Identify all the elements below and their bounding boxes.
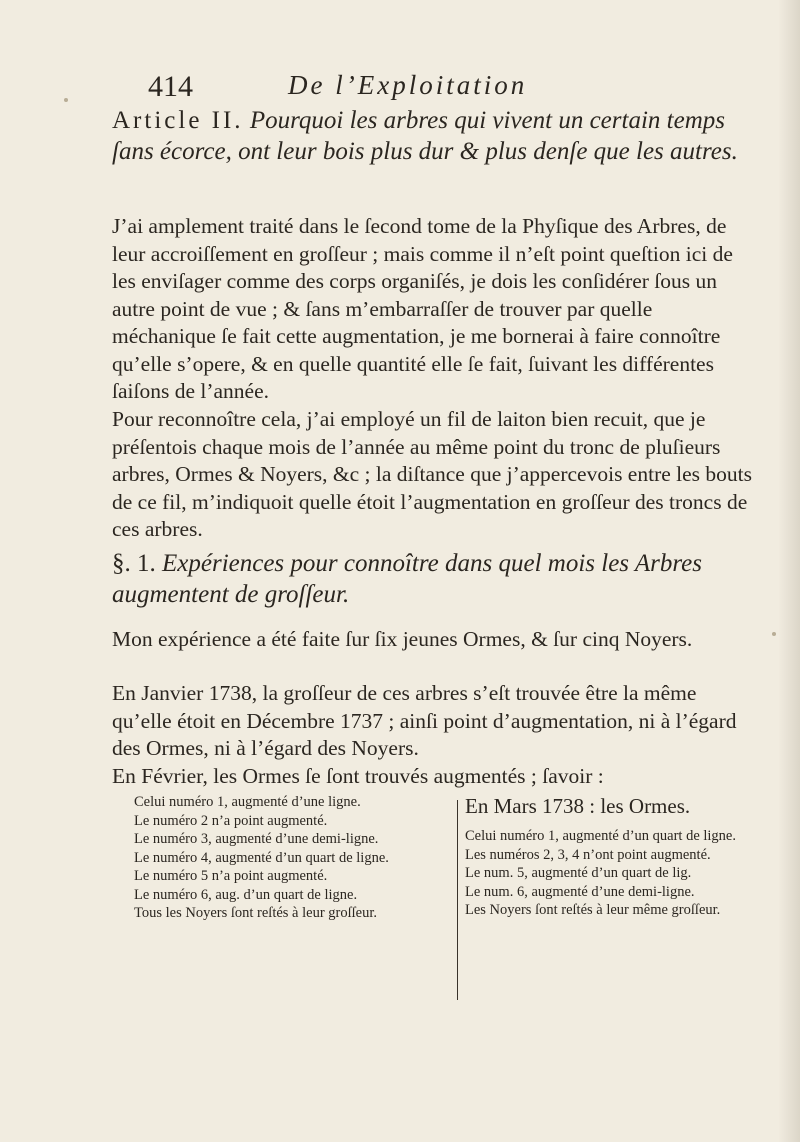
page-edge-shadow <box>778 0 800 1142</box>
paragraph-3: Mon expérience a été faite ſur ſix jeunes Ormes, & ſur cinq Noyers. <box>112 627 693 651</box>
article-title: Pourquoi les arbres qui vivent un certain temps ſans écorce, ont leur bois plus dur & plus denſe que les autres. <box>112 107 738 165</box>
paragraph-1: J’ai amplement traité dans le ſecond tome de la Phyſique des Arbres, de leur accroiſſement en groſſeur ; mais comme il n’eſt point queſtion ici de les enviſager comme des corps organiſés, je dois les conſidérer ſous un autre point de vue ; & ſans m’embarraſſer de trouver par quelle méchanique ſe fait cette augmentation, je me bornerai à faire connoître qu’elle s’opere, & en quelle quantité elle ſe fait, ſuivant les différentes ſaiſons de l’année. <box>112 214 733 403</box>
paper-speck <box>772 632 776 636</box>
running-head <box>148 70 748 110</box>
march-item: Les numéros 2, 3, 4 n’ont point augmenté. <box>465 846 711 863</box>
section-title: Expériences pour connoître dans quel mois les Arbres augmentent de groſſeur. <box>112 550 702 608</box>
march-item: Le num. 5, augmenté d’un quart de lig. <box>465 865 692 881</box>
paragraph-5: En Février, les Ormes ſe ſont trouvés augmentés ; ſavoir : <box>112 764 604 788</box>
february-item: Le numéro 4, augmenté d’un quart de ligne. <box>134 849 389 866</box>
section-number: §. 1. <box>112 550 156 577</box>
article-label: Article II. <box>112 107 244 134</box>
article-heading <box>112 105 752 167</box>
february-item: Le numéro 5 n’a point augmenté. <box>134 868 328 884</box>
column-divider <box>457 800 458 1000</box>
february-item: Le numéro 6, aug. d’un quart de ligne. <box>134 886 358 903</box>
paragraph-2: Pour reconnoître cela, j’ai employé un fil de laiton bien recuit, que je préſentois chaque mois de l’année au même point du tronc de pluſieurs arbres, Ormes & Noyers, &c ; la diſtance que j’appercevois entre les bouts de ce fil, m’indiquoit quelle étoit l’augmentation en groſſeur des troncs de ces arbres. <box>112 407 753 541</box>
march-heading: En Mars 1738 : les Ormes. <box>465 794 691 818</box>
section-heading <box>112 548 752 610</box>
march-column <box>465 793 765 920</box>
march-item: Les Noyers ſont reſtés à leur même groſſeur. <box>465 902 721 918</box>
paragraph-4: En Janvier 1738, la groſſeur de ces arbres s’eſt trouvée être la même qu’elle étoit en Décembre 1737 ; ainſi point d’augmentation, ni à l’égard des Ormes, ni à l’égard des Noyers. <box>112 681 737 760</box>
february-column <box>134 793 454 923</box>
march-item: Le num. 6, augmenté d’une demi-ligne. <box>465 883 695 900</box>
paper-speck <box>64 98 68 102</box>
february-item: Le numéro 3, augmenté d’une demi-ligne. <box>134 831 379 847</box>
page-number: 414 <box>148 70 193 103</box>
february-item: Tous les Noyers ſont reſtés à leur groſſeur. <box>134 905 378 921</box>
running-title: De l’Exploitation <box>288 70 528 100</box>
february-item: Celui numéro 1, augmenté d’une ligne. <box>134 794 361 810</box>
february-item: Le numéro 2 n’a point augmenté. <box>134 812 328 829</box>
march-item: Celui numéro 1, augmenté d’un quart de ligne. <box>465 828 736 844</box>
